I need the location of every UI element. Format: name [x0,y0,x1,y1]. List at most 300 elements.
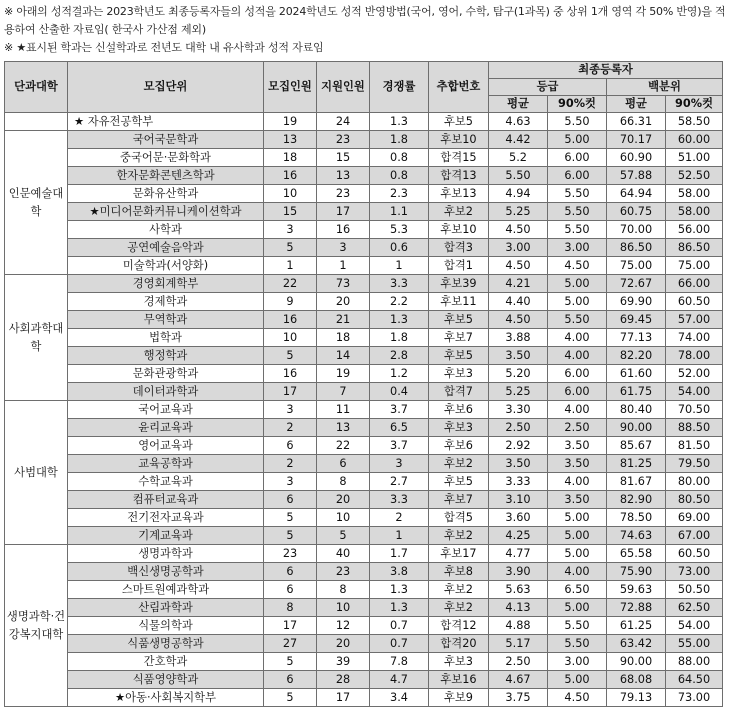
dept-cell: 경제학과 [68,293,264,311]
ratio-cell: 0.6 [370,239,429,257]
waitlist-cell: 후보17 [429,545,489,563]
table-row [5,203,723,221]
grade-cut-cell: 3.50 [548,491,607,509]
pct-cut-cell: 54.00 [666,383,723,401]
applicants-cell: 23 [317,131,370,149]
quota-cell: 5 [264,653,317,671]
quota-cell: 5 [264,239,317,257]
table-row [5,617,723,635]
applicants-cell: 17 [317,689,370,707]
dept-cell: 미술학과(서양화) [68,257,264,275]
waitlist-cell: 후보2 [429,455,489,473]
dept-cell: 사학과 [68,221,264,239]
pct-avg-cell: 79.13 [607,689,666,707]
quota-cell: 19 [264,113,317,131]
applicants-cell: 21 [317,311,370,329]
dept-cell: ★ 자유전공학부 [68,113,264,131]
pct-avg-cell: 80.40 [607,401,666,419]
grade-cut-cell: 5.50 [548,221,607,239]
dept-cell: 국어교육과 [68,401,264,419]
ratio-cell: 1.3 [370,599,429,617]
college-cell: 인문예술대학 [5,131,68,275]
quota-cell: 3 [264,473,317,491]
grade-cut-cell: 5.00 [548,131,607,149]
ratio-cell: 3.3 [370,491,429,509]
dept-cell: 무역학과 [68,311,264,329]
pct-cut-cell: 73.00 [666,563,723,581]
table-row [5,275,723,293]
applicants-cell: 1 [317,257,370,275]
quota-cell: 6 [264,437,317,455]
applicants-cell: 24 [317,113,370,131]
waitlist-cell: 합격1 [429,257,489,275]
table-row [5,671,723,689]
grade-cut-cell: 4.00 [548,329,607,347]
header-grade-avg: 평균 [489,96,548,113]
pct-cut-cell: 74.00 [666,329,723,347]
quota-cell: 5 [264,509,317,527]
header-percentile: 백분위 [607,79,723,96]
table-row [5,257,723,275]
applicants-cell: 11 [317,401,370,419]
waitlist-cell: 후보5 [429,473,489,491]
college-cell [5,113,68,131]
table-row [5,149,723,167]
pct-cut-cell: 75.00 [666,257,723,275]
header-grade-cut: 90%컷 [548,96,607,113]
table-row [5,365,723,383]
grade-cut-cell: 5.50 [548,113,607,131]
ratio-cell: 1.8 [370,329,429,347]
quota-cell: 5 [264,347,317,365]
ratio-cell: 3.7 [370,437,429,455]
pct-cut-cell: 88.00 [666,653,723,671]
pct-cut-cell: 80.00 [666,473,723,491]
table-row [5,329,723,347]
dept-cell: 문화유산학과 [68,185,264,203]
grade-cut-cell: 3.00 [548,653,607,671]
ratio-cell: 1.1 [370,203,429,221]
grade-avg-cell: 5.20 [489,365,548,383]
ratio-cell: 6.5 [370,419,429,437]
quota-cell: 23 [264,545,317,563]
grade-cut-cell: 6.00 [548,149,607,167]
waitlist-cell: 후보5 [429,113,489,131]
pct-cut-cell: 58.50 [666,113,723,131]
applicants-cell: 12 [317,617,370,635]
ratio-cell: 7.8 [370,653,429,671]
grade-avg-cell: 4.88 [489,617,548,635]
dept-cell: 스마트원예과학과 [68,581,264,599]
table-row [5,185,723,203]
grade-cut-cell: 5.00 [548,545,607,563]
header-waitlist: 추합번호 [429,62,489,113]
pct-avg-cell: 77.13 [607,329,666,347]
table-row [5,383,723,401]
waitlist-cell: 후보11 [429,293,489,311]
dept-cell: 식품생명공학과 [68,635,264,653]
pct-cut-cell: 66.00 [666,275,723,293]
pct-avg-cell: 59.63 [607,581,666,599]
pct-avg-cell: 72.88 [607,599,666,617]
ratio-cell: 0.7 [370,635,429,653]
college-cell: 생명과학·건강복지대학 [5,545,68,707]
grade-avg-cell: 5.2 [489,149,548,167]
quota-cell: 5 [264,689,317,707]
pct-cut-cell: 69.00 [666,509,723,527]
grade-cut-cell: 6.00 [548,167,607,185]
dept-cell: 중국어문·문화학과 [68,149,264,167]
quota-cell: 1 [264,257,317,275]
ratio-cell: 1 [370,257,429,275]
table-row [5,491,723,509]
pct-avg-cell: 61.60 [607,365,666,383]
dept-cell: 문화관광학과 [68,365,264,383]
table-row [5,437,723,455]
notes [4,3,726,57]
grade-cut-cell: 4.00 [548,473,607,491]
header-applicants: 지원인원 [317,62,370,113]
quota-cell: 13 [264,131,317,149]
dept-cell: 한자문화콘텐츠학과 [68,167,264,185]
waitlist-cell: 후보2 [429,527,489,545]
pct-cut-cell: 64.50 [666,671,723,689]
dept-cell: 공연예술음악과 [68,239,264,257]
applicants-cell: 20 [317,491,370,509]
grade-cut-cell: 6.00 [548,365,607,383]
applicants-cell: 18 [317,329,370,347]
grade-avg-cell: 4.94 [489,185,548,203]
waitlist-cell: 후보10 [429,221,489,239]
quota-cell: 16 [264,365,317,383]
grade-cut-cell: 6.00 [548,383,607,401]
waitlist-cell: 합격3 [429,239,489,257]
waitlist-cell: 후보2 [429,581,489,599]
ratio-cell: 2.7 [370,473,429,491]
pct-avg-cell: 85.67 [607,437,666,455]
pct-avg-cell: 75.00 [607,257,666,275]
quota-cell: 22 [264,275,317,293]
applicants-cell: 13 [317,419,370,437]
ratio-cell: 1.7 [370,545,429,563]
waitlist-cell: 후보3 [429,419,489,437]
pct-avg-cell: 90.00 [607,419,666,437]
dept-cell: 데이터과학과 [68,383,264,401]
quota-cell: 27 [264,635,317,653]
applicants-cell: 19 [317,365,370,383]
pct-avg-cell: 66.31 [607,113,666,131]
applicants-cell: 23 [317,563,370,581]
grade-avg-cell: 5.50 [489,167,548,185]
quota-cell: 8 [264,599,317,617]
waitlist-cell: 후보3 [429,365,489,383]
pct-cut-cell: 88.50 [666,419,723,437]
grade-avg-cell: 5.63 [489,581,548,599]
pct-cut-cell: 67.00 [666,527,723,545]
grade-avg-cell: 3.90 [489,563,548,581]
applicants-cell: 8 [317,581,370,599]
pct-cut-cell: 60.50 [666,545,723,563]
pct-avg-cell: 63.42 [607,635,666,653]
waitlist-cell: 후보16 [429,671,489,689]
waitlist-cell: 후보7 [429,329,489,347]
grade-avg-cell: 3.88 [489,329,548,347]
grade-avg-cell: 5.25 [489,383,548,401]
grade-avg-cell: 4.13 [489,599,548,617]
waitlist-cell: 후보2 [429,203,489,221]
grade-cut-cell: 5.00 [548,293,607,311]
ratio-cell: 2.8 [370,347,429,365]
ratio-cell: 2.3 [370,185,429,203]
pct-avg-cell: 61.75 [607,383,666,401]
grade-avg-cell: 2.92 [489,437,548,455]
applicants-cell: 40 [317,545,370,563]
ratio-cell: 3.8 [370,563,429,581]
dept-cell: ★미디어문화커뮤니케이션학과 [68,203,264,221]
ratio-cell: 3.7 [370,401,429,419]
pct-avg-cell: 82.20 [607,347,666,365]
pct-avg-cell: 86.50 [607,239,666,257]
ratio-cell: 5.3 [370,221,429,239]
pct-avg-cell: 69.45 [607,311,666,329]
pct-cut-cell: 86.50 [666,239,723,257]
applicants-cell: 7 [317,383,370,401]
table-row [5,239,723,257]
quota-cell: 6 [264,581,317,599]
pct-cut-cell: 58.00 [666,185,723,203]
waitlist-cell: 후보9 [429,689,489,707]
quota-cell: 17 [264,617,317,635]
ratio-cell: 1.8 [370,131,429,149]
applicants-cell: 15 [317,149,370,167]
waitlist-cell: 후보5 [429,311,489,329]
table-row [5,599,723,617]
table-row [5,455,723,473]
grade-cut-cell: 5.50 [548,311,607,329]
grade-cut-cell: 5.50 [548,185,607,203]
grade-cut-cell: 5.50 [548,203,607,221]
pct-avg-cell: 70.00 [607,221,666,239]
pct-avg-cell: 60.90 [607,149,666,167]
ratio-cell: 0.4 [370,383,429,401]
table-row [5,653,723,671]
grade-avg-cell: 3.10 [489,491,548,509]
ratio-cell: 0.8 [370,149,429,167]
waitlist-cell: 후보6 [429,437,489,455]
grade-cut-cell: 4.00 [548,347,607,365]
pct-cut-cell: 70.50 [666,401,723,419]
quota-cell: 3 [264,401,317,419]
ratio-cell: 4.7 [370,671,429,689]
pct-avg-cell: 81.25 [607,455,666,473]
dept-cell: 국어국문학과 [68,131,264,149]
pct-avg-cell: 74.63 [607,527,666,545]
grade-cut-cell: 4.00 [548,563,607,581]
quota-cell: 15 [264,203,317,221]
applicants-cell: 39 [317,653,370,671]
dept-cell: 윤리교육과 [68,419,264,437]
applicants-cell: 22 [317,437,370,455]
waitlist-cell: 후보3 [429,653,489,671]
ratio-cell: 1.3 [370,581,429,599]
grade-cut-cell: 5.00 [548,509,607,527]
pct-avg-cell: 57.88 [607,167,666,185]
waitlist-cell: 후보39 [429,275,489,293]
table-row [5,311,723,329]
note-new-dept: ※ ★표시된 학과는 신설학과로 전년도 대학 내 유사학과 성적 자료임 [4,41,324,54]
grade-cut-cell: 2.50 [548,419,607,437]
pct-avg-cell: 68.08 [607,671,666,689]
header-final: 최종등록자 [489,62,723,79]
grade-avg-cell: 3.50 [489,455,548,473]
header-ratio: 경쟁률 [370,62,429,113]
quota-cell: 17 [264,383,317,401]
applicants-cell: 3 [317,239,370,257]
grade-avg-cell: 5.17 [489,635,548,653]
pct-cut-cell: 60.00 [666,131,723,149]
grade-cut-cell: 5.00 [548,671,607,689]
ratio-cell: 0.7 [370,617,429,635]
grade-cut-cell: 3.50 [548,437,607,455]
quota-cell: 5 [264,527,317,545]
pct-avg-cell: 81.67 [607,473,666,491]
pct-cut-cell: 80.50 [666,491,723,509]
header-pct-cut: 90%컷 [666,96,723,113]
dept-cell: 컴퓨터교육과 [68,491,264,509]
grade-avg-cell: 3.30 [489,401,548,419]
dept-cell: ★아동·사회복지학부 [68,689,264,707]
applicants-cell: 13 [317,167,370,185]
applicants-cell: 6 [317,455,370,473]
pct-cut-cell: 62.50 [666,599,723,617]
table-row [5,401,723,419]
table-row [5,419,723,437]
pct-avg-cell: 78.50 [607,509,666,527]
waitlist-cell: 후보10 [429,131,489,149]
header-dept: 모집단위 [68,62,264,113]
grade-avg-cell: 4.21 [489,275,548,293]
header-quota: 모집인원 [264,62,317,113]
grade-cut-cell: 6.50 [548,581,607,599]
ratio-cell: 1 [370,527,429,545]
grade-avg-cell: 3.75 [489,689,548,707]
waitlist-cell: 합격5 [429,509,489,527]
pct-avg-cell: 69.90 [607,293,666,311]
pct-cut-cell: 52.00 [666,365,723,383]
pct-cut-cell: 54.00 [666,617,723,635]
dept-cell: 전기전자교육과 [68,509,264,527]
ratio-cell: 3 [370,455,429,473]
ratio-cell: 1.2 [370,365,429,383]
applicants-cell: 20 [317,635,370,653]
table-row [5,167,723,185]
college-cell: 사범대학 [5,401,68,545]
grade-cut-cell: 5.50 [548,635,607,653]
ratio-cell: 2 [370,509,429,527]
dept-cell: 영어교육과 [68,437,264,455]
grade-avg-cell: 4.50 [489,311,548,329]
dept-cell: 수학교육과 [68,473,264,491]
table-row [5,581,723,599]
quota-cell: 18 [264,149,317,167]
grade-avg-cell: 4.25 [489,527,548,545]
ratio-cell: 0.8 [370,167,429,185]
pct-avg-cell: 60.75 [607,203,666,221]
pct-cut-cell: 58.00 [666,203,723,221]
dept-cell: 백신생명공학과 [68,563,264,581]
dept-cell: 행정학과 [68,347,264,365]
ratio-cell: 1.3 [370,113,429,131]
quota-cell: 3 [264,221,317,239]
applicants-cell: 8 [317,473,370,491]
college-cell: 사회과학대학 [5,275,68,401]
waitlist-cell: 합격12 [429,617,489,635]
grade-cut-cell: 5.00 [548,599,607,617]
grade-avg-cell: 4.50 [489,257,548,275]
pct-cut-cell: 60.50 [666,293,723,311]
dept-cell: 산림과학과 [68,599,264,617]
waitlist-cell: 후보5 [429,347,489,365]
dept-cell: 간호학과 [68,653,264,671]
grade-avg-cell: 3.50 [489,347,548,365]
applicants-cell: 10 [317,509,370,527]
pct-cut-cell: 81.50 [666,437,723,455]
header-college: 단과대학 [5,62,68,113]
grade-avg-cell: 2.50 [489,653,548,671]
applicants-cell: 17 [317,203,370,221]
pct-cut-cell: 78.00 [666,347,723,365]
grade-cut-cell: 5.00 [548,275,607,293]
grade-cut-cell: 4.50 [548,257,607,275]
pct-avg-cell: 75.90 [607,563,666,581]
table-row [5,545,723,563]
grade-avg-cell: 3.33 [489,473,548,491]
grade-avg-cell: 4.77 [489,545,548,563]
table-row [5,347,723,365]
applicants-cell: 14 [317,347,370,365]
quota-cell: 10 [264,185,317,203]
grade-avg-cell: 4.40 [489,293,548,311]
table-row [5,689,723,707]
waitlist-cell: 후보13 [429,185,489,203]
applicants-cell: 28 [317,671,370,689]
dept-cell: 경영회계학부 [68,275,264,293]
applicants-cell: 10 [317,599,370,617]
grade-cut-cell: 3.50 [548,455,607,473]
waitlist-cell: 합격15 [429,149,489,167]
applicants-cell: 23 [317,185,370,203]
grade-avg-cell: 4.67 [489,671,548,689]
pct-cut-cell: 51.00 [666,149,723,167]
grade-cut-cell: 5.50 [548,617,607,635]
table-row [5,113,723,131]
dept-cell: 식품영양학과 [68,671,264,689]
applicants-cell: 73 [317,275,370,293]
pct-avg-cell: 65.58 [607,545,666,563]
quota-cell: 6 [264,491,317,509]
pct-avg-cell: 72.67 [607,275,666,293]
quota-cell: 10 [264,329,317,347]
header-pct-avg: 평균 [607,96,666,113]
quota-cell: 2 [264,419,317,437]
table-row [5,509,723,527]
pct-avg-cell: 64.94 [607,185,666,203]
applicants-cell: 5 [317,527,370,545]
waitlist-cell: 후보6 [429,401,489,419]
pct-avg-cell: 61.25 [607,617,666,635]
quota-cell: 2 [264,455,317,473]
waitlist-cell: 합격13 [429,167,489,185]
